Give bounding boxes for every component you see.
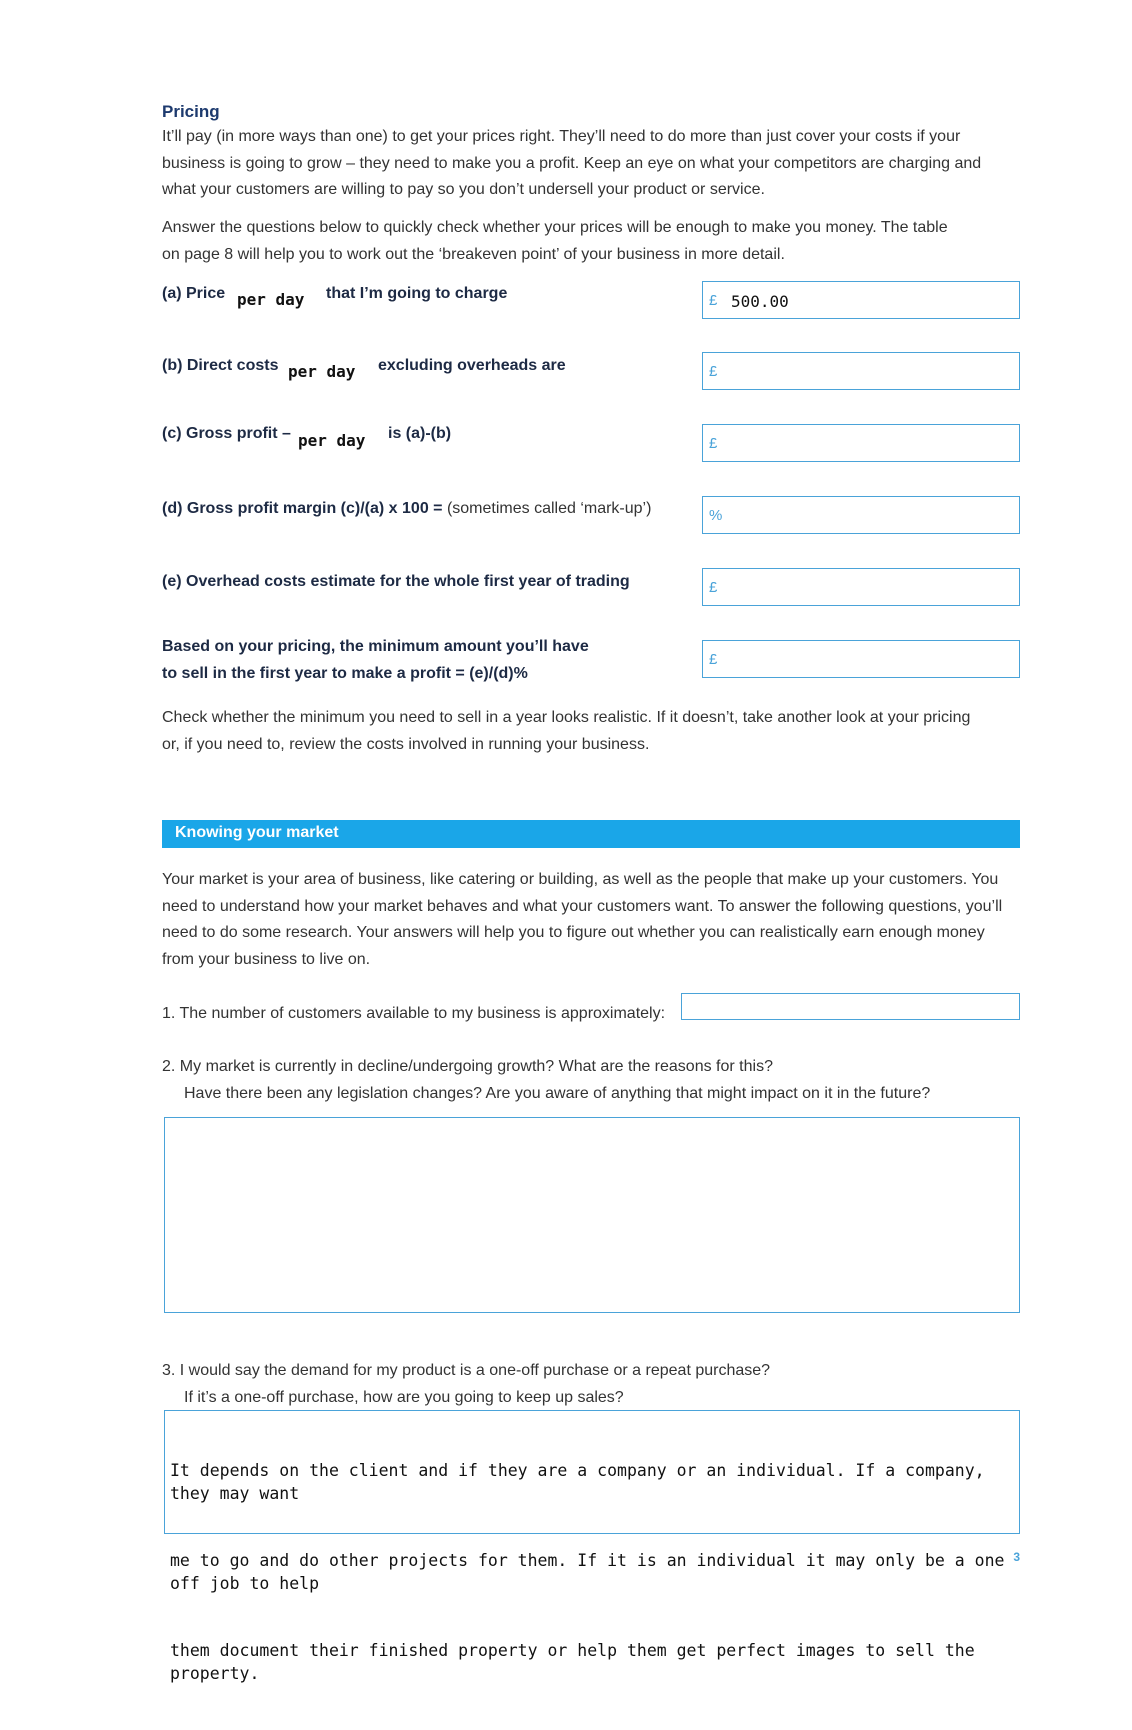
- market-trend-answer-field[interactable]: [164, 1117, 1020, 1313]
- question-b-suffix: excluding overheads are: [378, 357, 566, 374]
- minimum-amount-line1: Based on your pricing, the minimum amount you’ll have: [162, 638, 589, 655]
- market-question-1: 1. The number of customers available to my business is approximately:: [162, 1005, 666, 1022]
- pricing-intro-line: what your customers are willing to pay so you don’t undersell your product or service.: [162, 181, 765, 198]
- market-intro-line: from your business to live on.: [162, 950, 371, 968]
- per-day-c: per day: [298, 431, 366, 450]
- pricing-intro-line: business is going to grow – they need to make you a profit. Keep an eye on what your competitors are charging and: [162, 154, 982, 172]
- pricing-heading: Pricing: [162, 102, 220, 121]
- per-day-a: per day: [237, 290, 305, 309]
- market-question-2: [162, 1054, 930, 1107]
- market-question-3: [162, 1358, 770, 1411]
- page-number: 3: [1013, 1550, 1020, 1564]
- price-per-day-value: 500.00: [731, 292, 789, 311]
- pricing-check-line: or, if you need to, review the costs involved in running your business.: [162, 735, 650, 753]
- direct-costs-field[interactable]: [702, 352, 1020, 390]
- answer-line: It depends on the client and if they are a company or an individual. If a company, they may want: [170, 1461, 995, 1503]
- repeat-purchase-answer-field[interactable]: [164, 1410, 1020, 1683]
- pricing-instructions-line: Answer the questions below to quickly check whether your prices will be enough to make you money. The table: [162, 219, 948, 236]
- percent-symbol: %: [709, 507, 723, 524]
- question-d-prefix: (d) Gross profit margin (c)/(a) x 100 =: [162, 500, 443, 517]
- section-banner: [162, 820, 1020, 848]
- question-a-suffix: that I’m going to charge: [326, 285, 508, 302]
- question-d-note: (sometimes called ‘mark-up’): [442, 500, 652, 517]
- gross-profit-field[interactable]: [702, 424, 1020, 462]
- question-d-label: [162, 500, 651, 518]
- overhead-costs-field[interactable]: [702, 568, 1020, 606]
- market-question-3-line1: 3. I would say the demand for my product is a one-off purchase or a repeat purchase?: [162, 1362, 771, 1379]
- pricing-check-note: [162, 705, 1032, 758]
- per-day-b: per day: [288, 362, 356, 381]
- market-intro: [162, 867, 1032, 973]
- section-banner-title: Knowing your market: [175, 824, 339, 841]
- question-c-suffix: is (a)-(b): [388, 425, 452, 442]
- pound-symbol: £: [709, 651, 718, 668]
- market-question-3-line2: If it’s a one-off purchase, how are you going to keep up sales?: [184, 1388, 624, 1406]
- minimum-amount-line2: to sell in the first year to make a profit = (e)/(d)%: [162, 664, 528, 682]
- question-c-prefix: (c) Gross profit –: [162, 425, 291, 442]
- minimum-amount-label: [162, 634, 589, 687]
- pricing-instructions-line: on page 8 will help you to work out the ‘breakeven point’ of your business in more detail.: [162, 245, 785, 263]
- minimum-amount-field[interactable]: [702, 640, 1020, 678]
- pound-symbol: £: [709, 435, 718, 452]
- gross-profit-margin-field[interactable]: [702, 496, 1020, 534]
- pound-symbol: £: [709, 363, 718, 380]
- pound-symbol: £: [709, 579, 718, 596]
- market-intro-line: Your market is your area of business, like catering or building, as well as the people that make up your customers. You: [162, 871, 999, 888]
- answer-line: me to go and do other projects for them. If it is an individual it may only be a one off job to help: [170, 1551, 1015, 1593]
- market-intro-line: need to do some research. Your answers will help you to figure out whether you can realistically earn enough money: [162, 924, 985, 941]
- question-a-label: [162, 285, 225, 303]
- question-b-prefix: (b) Direct costs: [162, 357, 279, 374]
- question-e-label: (e) Overhead costs estimate for the whole first year of trading: [162, 573, 630, 590]
- pricing-check-line: Check whether the minimum you need to sell in a year looks realistic. If it doesn’t, take another look at your pricing: [162, 709, 971, 726]
- market-intro-line: need to understand how your market behaves and what your customers want. To answer the following questions, you’ll: [162, 897, 1003, 915]
- answer-line: them document their finished property or help them get perfect images to sell the property.: [170, 1641, 985, 1683]
- market-question-2-line1: 2. My market is currently in decline/undergoing growth? What are the reasons for this?: [162, 1058, 773, 1075]
- price-per-day-field[interactable]: [702, 281, 1020, 319]
- customer-count-field[interactable]: [681, 993, 1020, 1020]
- pricing-instructions: [162, 215, 1032, 268]
- market-question-2-line2: Have there been any legislation changes? Are you aware of anything that might impact on it in the future?: [184, 1084, 931, 1102]
- repeat-purchase-answer: [170, 1415, 1019, 1730]
- pricing-intro-line: It’ll pay (in more ways than one) to get your prices right. They’ll need to do more than just cover your costs if your: [162, 128, 961, 145]
- pricing-intro: [162, 124, 1032, 204]
- pound-symbol: £: [709, 292, 718, 309]
- question-a-prefix: (a) Price: [162, 285, 226, 302]
